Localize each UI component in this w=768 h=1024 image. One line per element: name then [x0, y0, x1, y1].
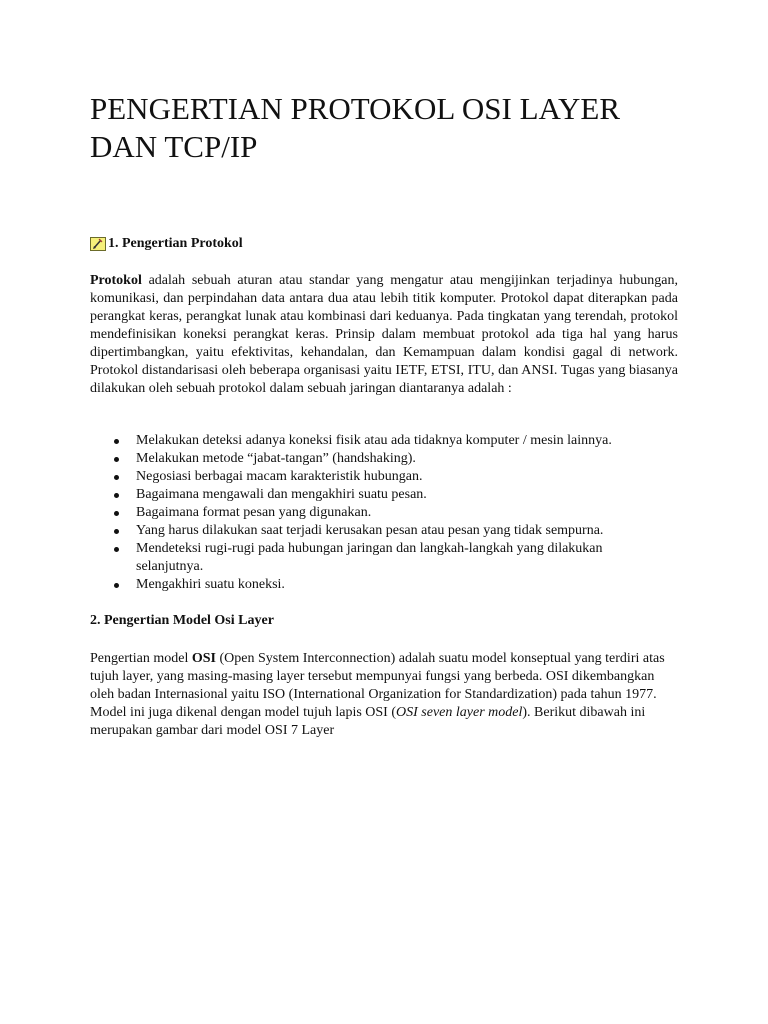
protokol-term: Protokol [90, 273, 142, 288]
section-1-heading [90, 235, 243, 253]
list-item: Mendeteksi rugi-rugi pada hubungan jaringan dan langkah-langkah yang dilakukan selanjutnya. [90, 540, 678, 576]
section-2-heading: 2. Pengertian Model Osi Layer [90, 613, 274, 628]
list-item: Bagaimana format pesan yang digunakan. [90, 504, 678, 522]
bullet-icon [114, 547, 119, 552]
osi-seven-layer-model-term: OSI seven layer model [396, 705, 523, 720]
section-2-paragraph: Pengertian model OSI (Open System Interconnection) adalah suatu model konseptual yang terdiri atas tujuh layer, yang masing-masing layer tersebut mempunyai fungsi yang berbeda. OSI dikembangkan oleh badan Internasional yaitu ISO (International Organization for Standardization) pada tahun 1977. Model ini juga dikenal dengan model tujuh lapis OSI (OSI seven layer model). Berikut dibawah ini merupakan gambar dari model OSI 7 Layer [90, 651, 665, 738]
section-1-paragraph [90, 272, 678, 398]
osi-term: OSI [191, 651, 216, 666]
section-1-paragraph-text: adalah sebuah aturan atau standar yang mengatur atau mengijinkan terjadinya hubungan, komunikasi, dan perpindahan data antara dua atau lebih titik komputer. Protokol dapat diterapkan pada perangkat keras, perangkat lunak atau kombinasi dari keduanya. Pada tingkatan yang terendah, protokol mendefinisikan koneksi perangkat keras. Prinsip dalam membuat protokol ada tiga hal yang harus dipertimbangkan, yaitu efektivitas, kehandalan, dan Kemampuan dalam kondisi gagal di network. Protokol distandarisasi oleh beberapa organisasi yaitu IETF, ETSI, ITU, dan ANSI. Tugas yang biasanya dilakukan oleh sebuah protokol dalam sebuah jaringan diantaranya adalah : [90, 273, 678, 396]
section-1-heading-text: 1. Pengertian Protokol [108, 236, 243, 251]
protocol-task-list [90, 432, 678, 594]
bullet-icon [114, 529, 119, 534]
note-pencil-icon [90, 237, 106, 251]
list-item: Negosiasi berbagai macam karakteristik hubungan. [90, 468, 678, 486]
bullet-icon [114, 475, 119, 480]
list-item: Yang harus dilakukan saat terjadi kerusakan pesan atau pesan yang tidak sempurna. [90, 522, 678, 540]
list-item: Melakukan deteksi adanya koneksi fisik atau ada tidaknya komputer / mesin lainnya. [90, 432, 678, 450]
list-item: Mengakhiri suatu koneksi. [90, 576, 678, 594]
list-item: Melakukan metode “jabat-tangan” (handshaking). [90, 450, 678, 468]
list-item: Bagaimana mengawali dan mengakhiri suatu pesan. [90, 486, 678, 504]
document-page [90, 90, 678, 738]
bullet-icon [114, 439, 119, 444]
bullet-icon [114, 493, 119, 498]
bullet-icon [114, 457, 119, 462]
bullet-icon [114, 511, 119, 516]
bullet-icon [114, 583, 119, 588]
document-title: PENGERTIAN PROTOKOL OSI LAYER DAN TCP/IP [90, 91, 621, 164]
